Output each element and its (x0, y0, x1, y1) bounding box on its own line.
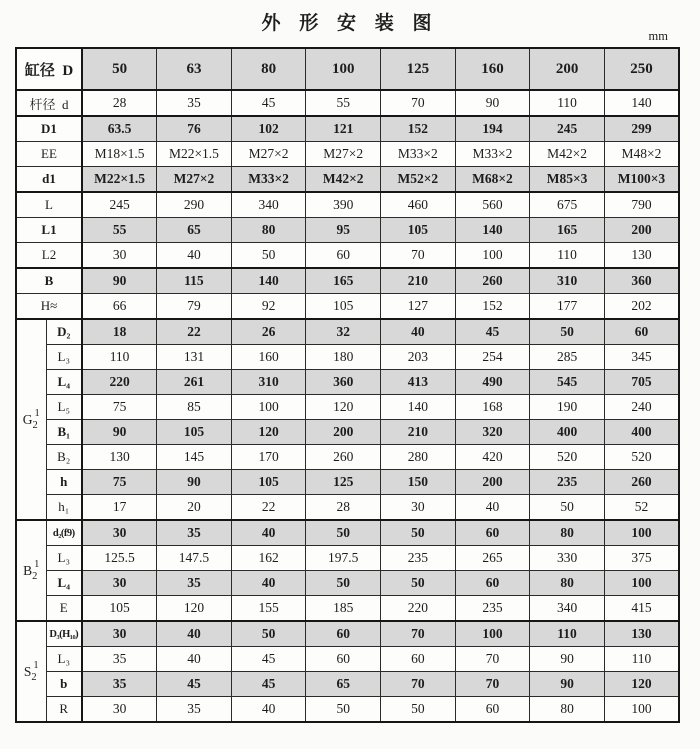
data-cell: 22 (231, 495, 306, 521)
data-cell: 18 (82, 319, 157, 345)
data-cell: 140 (604, 90, 679, 116)
data-cell: 90 (157, 470, 232, 495)
data-cell: 35 (82, 672, 157, 697)
row-label: L (16, 192, 82, 218)
data-cell: 160 (231, 345, 306, 370)
data-cell: 40 (455, 495, 530, 521)
data-cell: 70 (381, 243, 456, 269)
data-cell: 490 (455, 370, 530, 395)
data-cell: M42×2 (306, 167, 381, 193)
row-label: h (46, 470, 82, 495)
data-cell: 235 (530, 470, 605, 495)
row-label: B₁ (46, 420, 82, 445)
data-cell: 40 (157, 647, 232, 672)
table-row (16, 294, 679, 320)
data-cell: 32 (306, 319, 381, 345)
data-cell: 35 (157, 571, 232, 596)
data-cell: 40 (157, 243, 232, 269)
row-label: D1 (16, 116, 82, 142)
row-label: D₂ (46, 319, 82, 345)
data-cell: 140 (381, 395, 456, 420)
data-cell: M27×2 (231, 142, 306, 167)
group-label-G: G 1 2 (16, 319, 46, 520)
data-cell: 100 (455, 243, 530, 269)
data-cell: M42×2 (530, 142, 605, 167)
data-cell: M33×2 (381, 142, 456, 167)
data-cell: 110 (530, 621, 605, 647)
data-cell: 80 (530, 571, 605, 596)
row-label: L₃ (46, 647, 82, 672)
data-cell: 220 (82, 370, 157, 395)
data-cell: 120 (231, 420, 306, 445)
data-cell: 360 (604, 268, 679, 294)
table-row (16, 470, 679, 495)
data-cell: 60 (306, 243, 381, 269)
data-cell: 40 (231, 697, 306, 723)
row-label: L₄ (46, 571, 82, 596)
data-cell: 30 (82, 243, 157, 269)
data-cell: 340 (231, 192, 306, 218)
data-cell: 145 (157, 445, 232, 470)
table-row (16, 319, 679, 345)
table-row (16, 167, 679, 193)
data-cell: 675 (530, 192, 605, 218)
data-cell: 705 (604, 370, 679, 395)
table-row (16, 420, 679, 445)
data-cell: 45 (455, 319, 530, 345)
data-cell: 460 (381, 192, 456, 218)
data-cell: 63.5 (82, 116, 157, 142)
data-cell: 45 (231, 672, 306, 697)
data-cell: 127 (381, 294, 456, 320)
data-cell: 121 (306, 116, 381, 142)
data-cell: 30 (82, 520, 157, 546)
data-cell: M27×2 (306, 142, 381, 167)
table-row (16, 90, 679, 116)
table-row (16, 520, 679, 546)
data-cell: 165 (530, 218, 605, 243)
data-cell: 210 (381, 420, 456, 445)
data-cell: 65 (157, 218, 232, 243)
data-cell: 50 (306, 520, 381, 546)
data-cell: 50 (306, 697, 381, 723)
data-cell: 390 (306, 192, 381, 218)
data-cell: 50 (381, 697, 456, 723)
table-body (16, 48, 679, 722)
data-cell: 375 (604, 546, 679, 571)
data-cell: 120 (604, 672, 679, 697)
data-cell: 92 (231, 294, 306, 320)
data-cell: 80 (530, 520, 605, 546)
data-cell: 165 (306, 268, 381, 294)
data-cell: 130 (604, 243, 679, 269)
data-cell: 28 (82, 90, 157, 116)
data-cell: 254 (455, 345, 530, 370)
table-row (16, 192, 679, 218)
data-cell: 50 (82, 48, 157, 90)
data-cell: 90 (530, 647, 605, 672)
data-cell: 90 (530, 672, 605, 697)
data-cell: 102 (231, 116, 306, 142)
row-label: L₅ (46, 395, 82, 420)
data-cell: M22×1.5 (157, 142, 232, 167)
data-cell: 40 (381, 319, 456, 345)
data-cell: 290 (157, 192, 232, 218)
table-row (16, 243, 679, 269)
table-row (16, 445, 679, 470)
data-cell: 420 (455, 445, 530, 470)
unit-label: mm (648, 29, 668, 43)
data-cell: 75 (82, 395, 157, 420)
row-label: L1 (16, 218, 82, 243)
data-cell: 105 (157, 420, 232, 445)
group-label-S: S 1 2 (16, 621, 46, 722)
row-label: b (46, 672, 82, 697)
data-cell: 30 (82, 621, 157, 647)
data-cell: M22×1.5 (82, 167, 157, 193)
data-cell: 105 (381, 218, 456, 243)
data-cell: 280 (381, 445, 456, 470)
row-label: R (46, 697, 82, 723)
data-cell: 50 (306, 571, 381, 596)
data-cell: 194 (455, 116, 530, 142)
data-cell: 60 (381, 647, 456, 672)
data-cell: 177 (530, 294, 605, 320)
data-cell: 310 (530, 268, 605, 294)
data-cell: 320 (455, 420, 530, 445)
table-row (16, 697, 679, 723)
data-cell: 35 (157, 520, 232, 546)
data-cell: 520 (604, 445, 679, 470)
group-label-B: B 1 2 (16, 520, 46, 621)
table-row (16, 596, 679, 622)
data-cell: 50 (231, 243, 306, 269)
data-cell: 30 (82, 571, 157, 596)
data-cell: 63 (157, 48, 232, 90)
data-cell: 140 (231, 268, 306, 294)
table-row (16, 268, 679, 294)
data-cell: M48×2 (604, 142, 679, 167)
data-cell: M85×3 (530, 167, 605, 193)
data-cell: 100 (306, 48, 381, 90)
data-cell: 310 (231, 370, 306, 395)
data-cell: 235 (381, 546, 456, 571)
data-cell: 40 (157, 621, 232, 647)
data-cell: 85 (157, 395, 232, 420)
table-row (16, 571, 679, 596)
data-cell: 235 (455, 596, 530, 622)
data-cell: 155 (231, 596, 306, 622)
data-cell: 52 (604, 495, 679, 521)
row-label: h₁ (46, 495, 82, 521)
data-cell: 105 (306, 294, 381, 320)
data-cell: 152 (455, 294, 530, 320)
data-cell: 125 (381, 48, 456, 90)
data-cell: 22 (157, 319, 232, 345)
data-cell: 200 (530, 48, 605, 90)
data-cell: 140 (455, 218, 530, 243)
data-cell: 200 (604, 218, 679, 243)
data-cell: 60 (306, 621, 381, 647)
data-cell: M18×1.5 (82, 142, 157, 167)
data-cell: 152 (381, 116, 456, 142)
row-label: L2 (16, 243, 82, 269)
row-label: EE (16, 142, 82, 167)
data-cell: M33×2 (231, 167, 306, 193)
data-cell: 35 (157, 90, 232, 116)
data-cell: 80 (231, 48, 306, 90)
data-cell: 105 (82, 596, 157, 622)
row-label: d₂(f9) (46, 520, 82, 546)
data-cell: M52×2 (381, 167, 456, 193)
data-cell: 260 (455, 268, 530, 294)
data-cell: 185 (306, 596, 381, 622)
data-cell: M27×2 (157, 167, 232, 193)
table-row (16, 546, 679, 571)
table-row (16, 116, 679, 142)
data-cell: 28 (306, 495, 381, 521)
row-label: B₂ (46, 445, 82, 470)
data-cell: 200 (306, 420, 381, 445)
data-cell: 110 (604, 647, 679, 672)
data-cell: 50 (530, 495, 605, 521)
data-cell: 202 (604, 294, 679, 320)
data-cell: 66 (82, 294, 157, 320)
data-cell: 360 (306, 370, 381, 395)
data-cell: 17 (82, 495, 157, 521)
data-cell: 60 (604, 319, 679, 345)
dimension-table (15, 47, 680, 723)
data-cell: 45 (231, 90, 306, 116)
table-row (16, 672, 679, 697)
data-cell: M68×2 (455, 167, 530, 193)
data-cell: 40 (231, 520, 306, 546)
data-cell: 210 (381, 268, 456, 294)
data-cell: 20 (157, 495, 232, 521)
row-label: B (16, 268, 82, 294)
data-cell: 35 (157, 697, 232, 723)
row-label: 杆径 d (16, 90, 82, 116)
data-cell: 250 (604, 48, 679, 90)
data-cell: 70 (455, 672, 530, 697)
page-title: 外 形 安 装 图 (261, 13, 439, 34)
data-cell: 340 (530, 596, 605, 622)
data-cell: 245 (82, 192, 157, 218)
data-cell: 100 (604, 571, 679, 596)
data-cell: 245 (530, 116, 605, 142)
data-cell: 110 (530, 90, 605, 116)
data-cell: 80 (231, 218, 306, 243)
data-cell: 170 (231, 445, 306, 470)
row-label: 缸径 D (16, 48, 82, 90)
data-cell: 60 (455, 520, 530, 546)
data-cell: 95 (306, 218, 381, 243)
data-cell: 50 (530, 319, 605, 345)
data-cell: 203 (381, 345, 456, 370)
data-cell: 345 (604, 345, 679, 370)
data-cell: 260 (306, 445, 381, 470)
data-cell: 131 (157, 345, 232, 370)
data-cell: 120 (157, 596, 232, 622)
data-cell: 100 (604, 520, 679, 546)
data-cell: 240 (604, 395, 679, 420)
data-cell: 220 (381, 596, 456, 622)
data-cell: 80 (530, 697, 605, 723)
row-label: H≈ (16, 294, 82, 320)
data-cell: M33×2 (455, 142, 530, 167)
data-cell: 110 (530, 243, 605, 269)
data-cell: 130 (604, 621, 679, 647)
data-cell: 110 (82, 345, 157, 370)
data-cell: 45 (231, 647, 306, 672)
data-cell: 70 (381, 621, 456, 647)
data-cell: 60 (455, 571, 530, 596)
data-cell: 120 (306, 395, 381, 420)
data-cell: 125 (306, 470, 381, 495)
data-cell: 413 (381, 370, 456, 395)
table-row (16, 48, 679, 90)
data-cell: 26 (231, 319, 306, 345)
data-cell: M100×3 (604, 167, 679, 193)
table-row (16, 218, 679, 243)
data-cell: 76 (157, 116, 232, 142)
row-label: L₃ (46, 546, 82, 571)
data-cell: 65 (306, 672, 381, 697)
data-cell: 90 (82, 268, 157, 294)
data-cell: 50 (381, 571, 456, 596)
table-row (16, 495, 679, 521)
data-cell: 545 (530, 370, 605, 395)
data-cell: 55 (82, 218, 157, 243)
data-cell: 790 (604, 192, 679, 218)
data-cell: 130 (82, 445, 157, 470)
data-cell: 330 (530, 546, 605, 571)
data-cell: 299 (604, 116, 679, 142)
data-cell: 70 (455, 647, 530, 672)
data-cell: 45 (157, 672, 232, 697)
data-cell: 35 (82, 647, 157, 672)
data-cell: 125.5 (82, 546, 157, 571)
data-cell: 100 (231, 395, 306, 420)
data-cell: 520 (530, 445, 605, 470)
data-cell: 100 (604, 697, 679, 723)
data-cell: 560 (455, 192, 530, 218)
table-row (16, 647, 679, 672)
row-label: d1 (16, 167, 82, 193)
row-label: L₃ (46, 345, 82, 370)
data-cell: 50 (381, 520, 456, 546)
data-cell: 200 (455, 470, 530, 495)
data-cell: 197.5 (306, 546, 381, 571)
data-cell: 150 (381, 470, 456, 495)
data-cell: 261 (157, 370, 232, 395)
data-cell: 75 (82, 470, 157, 495)
row-label: L₄ (46, 370, 82, 395)
data-cell: 260 (604, 470, 679, 495)
data-cell: 400 (530, 420, 605, 445)
data-cell: 70 (381, 90, 456, 116)
data-cell: 100 (455, 621, 530, 647)
data-cell: 79 (157, 294, 232, 320)
data-cell: 30 (381, 495, 456, 521)
data-cell: 160 (455, 48, 530, 90)
row-label: D₃(H₁₀) (46, 621, 82, 647)
data-cell: 70 (381, 672, 456, 697)
data-cell: 30 (82, 697, 157, 723)
row-label: E (46, 596, 82, 622)
table-row (16, 621, 679, 647)
table-row (16, 345, 679, 370)
data-cell: 285 (530, 345, 605, 370)
data-cell: 162 (231, 546, 306, 571)
data-cell: 400 (604, 420, 679, 445)
data-cell: 180 (306, 345, 381, 370)
data-cell: 60 (306, 647, 381, 672)
data-cell: 55 (306, 90, 381, 116)
data-cell: 190 (530, 395, 605, 420)
data-cell: 415 (604, 596, 679, 622)
data-cell: 60 (455, 697, 530, 723)
data-cell: 147.5 (157, 546, 232, 571)
data-cell: 50 (231, 621, 306, 647)
data-cell: 168 (455, 395, 530, 420)
data-cell: 90 (82, 420, 157, 445)
table-row (16, 395, 679, 420)
data-cell: 90 (455, 90, 530, 116)
data-cell: 265 (455, 546, 530, 571)
data-cell: 115 (157, 268, 232, 294)
table-row (16, 142, 679, 167)
data-cell: 40 (231, 571, 306, 596)
data-cell: 105 (231, 470, 306, 495)
table-row (16, 370, 679, 395)
